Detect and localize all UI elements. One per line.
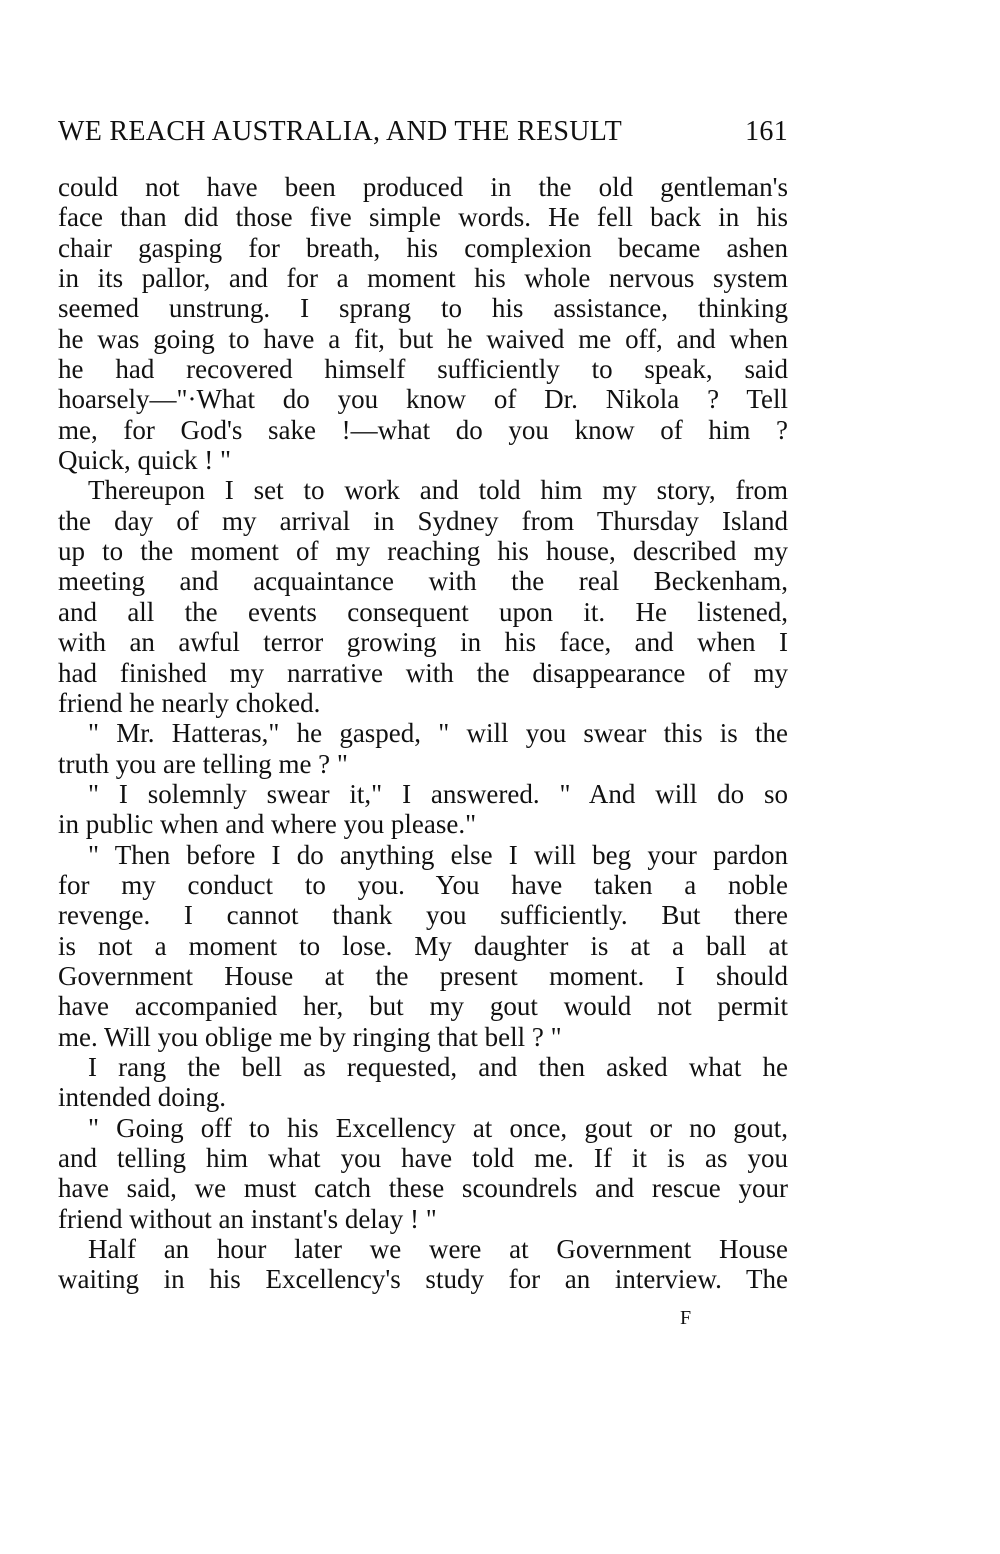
text-line: is not a moment to lose. My daughter is at a ball at: [58, 930, 788, 961]
text-line: Government House at the present moment. I should: [58, 960, 788, 991]
text-line: face than did those five simple words. He fell back in his: [58, 202, 788, 233]
text-line: waiting in his Excellency's study for an interview. The: [58, 1264, 788, 1295]
text-line: with an awful terror growing in his face, and when I: [58, 627, 788, 658]
text-line: friend without an instant's delay ! ": [58, 1203, 437, 1234]
text-line: and all the events consequent upon it. He listened,: [58, 596, 788, 627]
text-line: Half an hour later we were at Government House: [88, 1234, 788, 1265]
running-head: [58, 112, 788, 152]
text-line: he had recovered himself sufficiently to speak, said: [58, 354, 788, 385]
text-line: Quick, quick ! ": [58, 445, 231, 476]
text-line: up to the moment of my reaching his house, described my: [58, 536, 788, 567]
text-line: chair gasping for breath, his complexion became ashen: [58, 232, 788, 263]
text-line: in its pallor, and for a moment his whole nervous system: [58, 263, 788, 294]
text-line: seemed unstrung. I sprang to his assistance, thinking: [58, 293, 788, 324]
text-line: the day of my arrival in Sydney from Thursday Island: [58, 505, 788, 536]
text-line: friend he nearly choked.: [58, 687, 321, 718]
text-line: for my conduct to you. You have taken a noble: [58, 869, 788, 900]
text-line: and telling him what you have told me. If it is as you: [58, 1143, 788, 1173]
text-line: " I solemnly swear it," I answered. " And will do so: [88, 778, 788, 809]
text-line: in public when and where you please.": [58, 809, 477, 840]
text-line: could not have been produced in the old gentleman's: [58, 172, 788, 202]
page-number: 161: [745, 116, 788, 147]
text-line: he was going to have a fit, but he waived me off, and when: [58, 323, 788, 354]
text-line: " Then before I do anything else I will beg your pardon: [88, 839, 788, 870]
text-line: have accompanied her, but my gout would not permit: [58, 991, 788, 1022]
text-line: me, for God's sake !—what do you know of him ?: [58, 414, 788, 445]
text-line: truth you are telling me ? ": [58, 748, 348, 779]
text-line: intended doing.: [58, 1082, 226, 1113]
text-line: have said, we must catch these scoundrels and rescue your: [58, 1173, 788, 1204]
text-line: me. Will you oblige me by ringing that bell ? ": [58, 1021, 562, 1052]
text-line: Thereupon I set to work and told him my story, from: [88, 475, 788, 506]
text-line: I rang the bell as requested, and then asked what he: [88, 1051, 788, 1082]
text-line: had finished my narrative with the disappearance of my: [58, 657, 788, 688]
signature-mark: F: [680, 1307, 692, 1329]
text-line: hoarsely—"·What do you know of Dr. Nikola ? Tell: [58, 384, 788, 415]
text-line: revenge. I cannot thank you sufficiently. But there: [58, 900, 788, 931]
body-text: [58, 172, 788, 1295]
chapter-title: WE REACH AUSTRALIA, AND THE RESULT: [58, 116, 622, 147]
text-line: " Mr. Hatteras," he gasped, " will you swear this is the: [88, 718, 788, 749]
text-line: meeting and acquaintance with the real Beckenham,: [58, 566, 788, 597]
text-line: " Going off to his Excellency at once, gout or no gout,: [88, 1112, 788, 1143]
